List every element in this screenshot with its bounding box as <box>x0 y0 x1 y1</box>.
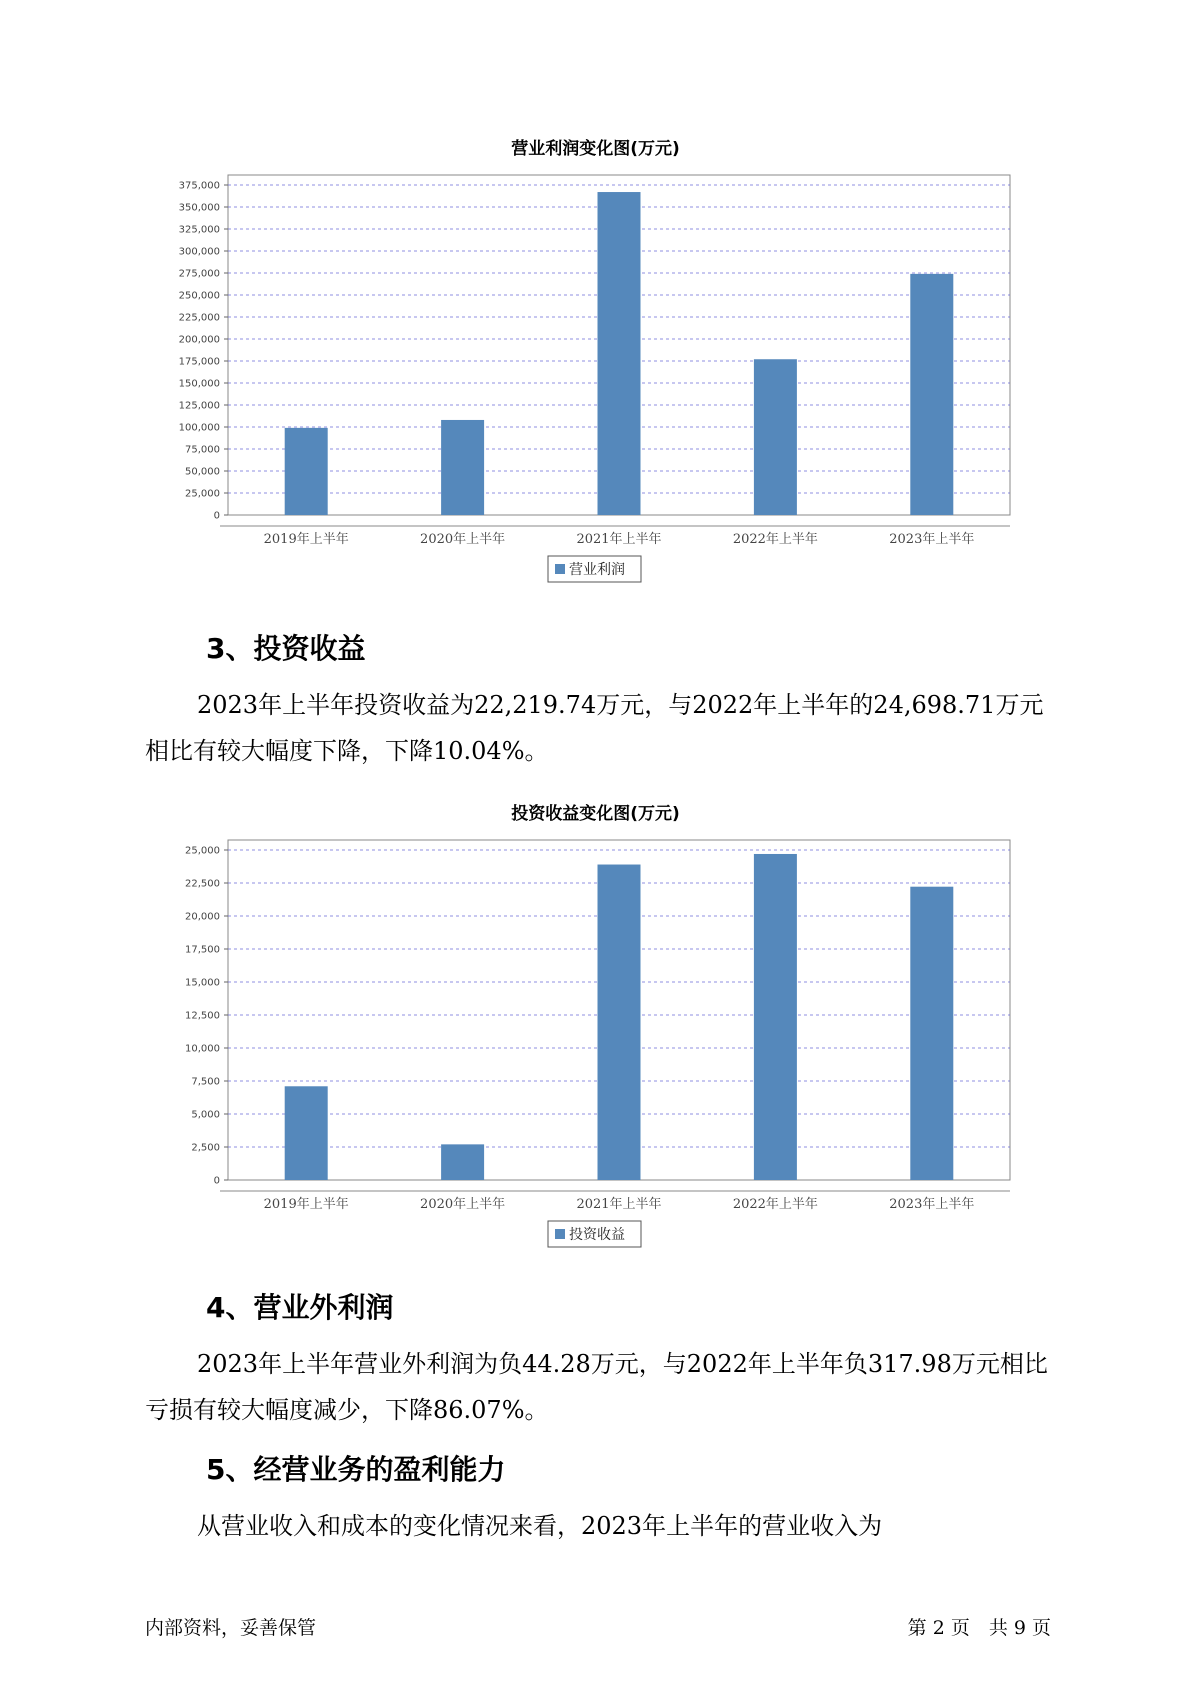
y-tick-label: 150,000 <box>178 378 220 390</box>
chart-2 <box>0 825 1191 1255</box>
y-tick-label: 350,000 <box>178 202 220 214</box>
y-tick-label: 275,000 <box>178 268 220 280</box>
y-tick-label: 10,000 <box>185 1043 220 1055</box>
bar <box>598 865 641 1180</box>
y-tick-label: 50,000 <box>185 466 220 478</box>
section-5-paragraph: 从营业收入和成本的变化情况来看，2023年上半年的营业收入为 <box>197 1512 883 1540</box>
section-5-heading: 5、经营业务的盈利能力 <box>206 1453 506 1486</box>
y-tick-label: 7,500 <box>191 1076 220 1088</box>
y-tick-label: 225,000 <box>178 312 220 324</box>
bar <box>754 359 797 515</box>
x-tick-label: 2020年上半年 <box>420 1197 506 1212</box>
y-tick-label: 250,000 <box>178 290 220 302</box>
legend-swatch <box>555 1229 565 1239</box>
footer-left: 内部资料，妥善保管 <box>145 1617 317 1639</box>
bar <box>441 1144 484 1180</box>
y-tick-label: 375,000 <box>178 180 220 192</box>
bar <box>441 420 484 515</box>
chart-2-title: 投资收益变化图(万元) <box>511 804 680 824</box>
y-tick-label: 175,000 <box>178 356 220 368</box>
y-tick-label: 325,000 <box>178 224 220 236</box>
y-tick-label: 5,000 <box>191 1109 220 1121</box>
bar <box>598 192 641 515</box>
footer-right: 第 2 页 共 9 页 <box>907 1617 1051 1639</box>
x-tick-label: 2023年上半年 <box>889 532 975 547</box>
x-tick-label: 2019年上半年 <box>263 1197 349 1212</box>
y-tick-label: 0 <box>213 510 220 522</box>
section-4-heading: 4、营业外利润 <box>206 1291 394 1324</box>
legend-swatch <box>555 564 565 574</box>
x-tick-label: 2021年上半年 <box>576 1197 662 1212</box>
x-tick-label: 2022年上半年 <box>732 1197 818 1212</box>
section-4-paragraph: 2023年上半年营业外利润为负44.28万元，与2022年上半年负317.98万元相比亏损有较大幅度减少，下降86.07%。 <box>145 1350 1048 1424</box>
x-tick-label: 2022年上半年 <box>732 532 818 547</box>
bar <box>285 428 328 515</box>
section-3-paragraph: 2023年上半年投资收益为22,219.74万元，与2022年上半年的24,698.71万元相比有较大幅度下降，下降10.04%。 <box>145 691 1044 765</box>
y-tick-label: 125,000 <box>178 400 220 412</box>
x-tick-label: 2023年上半年 <box>889 1197 975 1212</box>
y-tick-label: 2,500 <box>191 1142 220 1154</box>
y-tick-label: 75,000 <box>185 444 220 456</box>
y-tick-label: 300,000 <box>178 246 220 258</box>
section-3-heading: 3、投资收益 <box>206 632 366 665</box>
y-tick-label: 15,000 <box>185 977 220 989</box>
y-tick-label: 17,500 <box>185 944 220 956</box>
bar <box>910 274 953 515</box>
chart-1-title: 营业利润变化图(万元) <box>511 139 680 159</box>
x-tick-label: 2020年上半年 <box>420 532 506 547</box>
y-tick-label: 12,500 <box>185 1010 220 1022</box>
x-tick-label: 2019年上半年 <box>263 532 349 547</box>
y-tick-label: 200,000 <box>178 334 220 346</box>
y-tick-label: 25,000 <box>185 488 220 500</box>
y-tick-label: 25,000 <box>185 845 220 857</box>
y-tick-label: 20,000 <box>185 911 220 923</box>
y-tick-label: 100,000 <box>178 422 220 434</box>
legend-label: 营业利润 <box>569 562 625 578</box>
chart-1 <box>0 160 1191 590</box>
bar <box>285 1086 328 1180</box>
x-tick-label: 2021年上半年 <box>576 532 662 547</box>
bar <box>910 887 953 1180</box>
bar <box>754 854 797 1180</box>
y-tick-label: 22,500 <box>185 878 220 890</box>
y-tick-label: 0 <box>213 1175 220 1187</box>
legend-label: 投资收益 <box>569 1227 625 1243</box>
